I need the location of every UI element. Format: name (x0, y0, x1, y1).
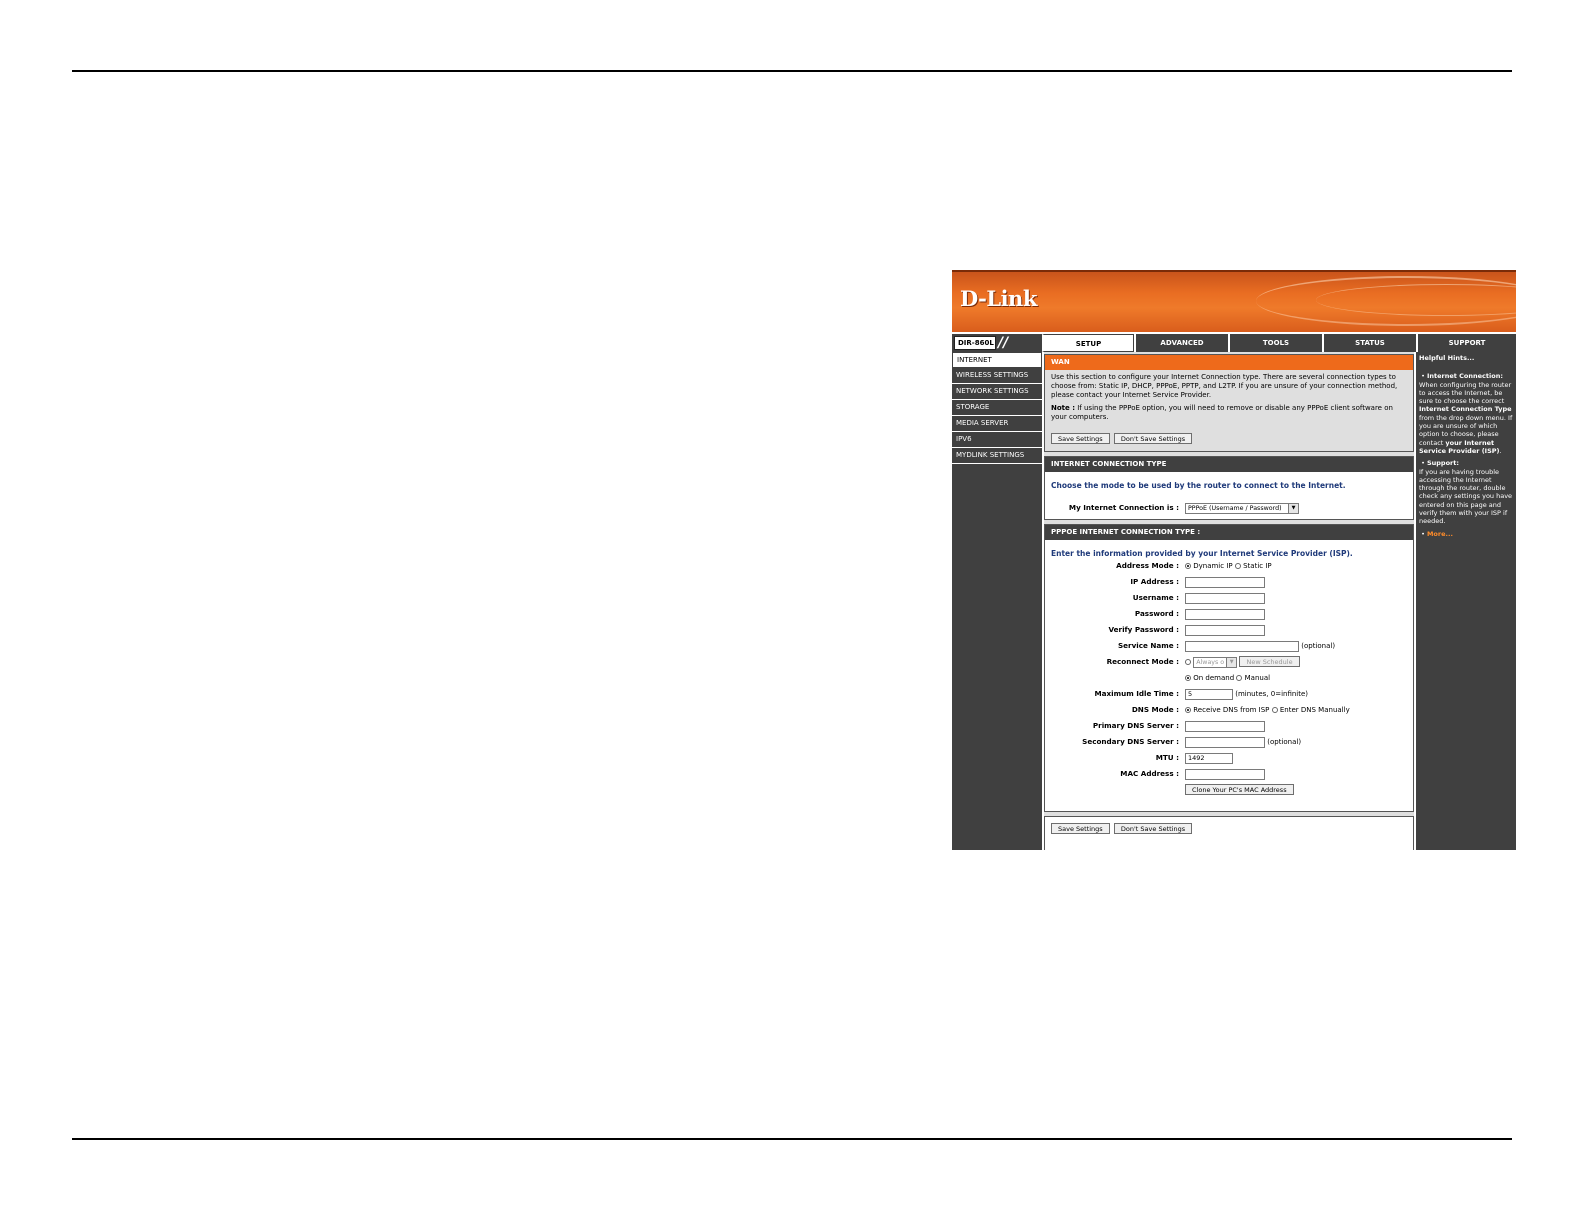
max-idle-time-input[interactable]: 5 (1185, 689, 1233, 700)
pppoe-section: PPPOE INTERNET CONNECTION TYPE : Enter the information provided by your Internet Service Provider (ISP). Address Mode : Dynamic IP Static IP IP Address : Username : Password : Verify Password : Service Name : (optional) Reconnect Mode : Always o ▼ New Schedule On demand Manual Maximum Idle Time : 5 (minutes, 0=infinite) DNS Mode : Receive DNS from ISP Enter DNS Manually Primary DNS Server : Secondary DNS Server : (optional) MTU : 1492 MAC Address : Clone Your PC's MAC Address (1044, 524, 1414, 812)
ict-prompt: Choose the mode to be used by the router to connect to the Internet. (1051, 481, 1346, 490)
tab-status[interactable]: STATUS (1322, 334, 1416, 352)
manual-radio[interactable] (1236, 675, 1242, 681)
more-link[interactable]: More... (1426, 529, 1453, 538)
menu-item-internet[interactable]: INTERNET (952, 352, 1042, 368)
menu-item-media-server[interactable]: MEDIA SERVER (952, 416, 1042, 432)
hint-support-text: If you are having trouble accessing the Internet through the router, double check any settings you have entered on this page and verify them with your ISP if needed. (1419, 467, 1513, 526)
wan-buttons (1051, 433, 1192, 444)
enter-dns-radio[interactable] (1272, 707, 1278, 713)
bottom-dont-save-settings-button[interactable]: Don't Save Settings (1114, 823, 1192, 834)
nav-bar (952, 334, 1516, 352)
dlink-logo: D-Link (960, 286, 1037, 311)
max-idle-time-label: Maximum Idle Time : (1094, 689, 1179, 698)
wan-title: WAN (1045, 355, 1413, 370)
menu-item-storage[interactable]: STORAGE (952, 400, 1042, 416)
chevron-down-icon: ▼ (1288, 504, 1298, 513)
ict-title: INTERNET CONNECTION TYPE (1045, 457, 1413, 472)
verify-password-input[interactable] (1185, 625, 1265, 636)
ip-address-label: IP Address : (1130, 577, 1179, 586)
receive-dns-radio[interactable] (1185, 707, 1191, 713)
ict-label: My Internet Connection is : (1068, 503, 1179, 512)
ip-address-input[interactable] (1185, 577, 1265, 588)
tab-tools[interactable]: TOOLS (1228, 334, 1322, 352)
connection-type-select[interactable]: PPPoE (Username / Password) ▼ (1185, 503, 1299, 514)
tab-support[interactable]: SUPPORT (1416, 334, 1516, 352)
menu-item-network-settings[interactable]: NETWORK SETTINGS (952, 384, 1042, 400)
primary-dns-label: Primary DNS Server : (1092, 721, 1179, 730)
address-mode-label: Address Mode : (1116, 561, 1179, 570)
wan-note: Note : If using the PPPoE option, you will need to remove or disable any PPPoE client software on your computers. (1051, 404, 1393, 421)
save-settings-button[interactable]: Save Settings (1051, 433, 1110, 444)
internet-connection-type-section (1044, 456, 1414, 520)
helpful-hints-panel: Helpful Hints... • Internet Connection: When configuring the router to access the Internet, be sure to choose the correct Internet Connection Type from the drop down menu. If you are unsure of which option to choose, please contact your Internet Service Provider (ISP). • Support: If you are having trouble accessing the Internet through the router, double check any settings you have entered on this page and verify them with your ISP if needed. • More... (1416, 352, 1516, 850)
new-schedule-button[interactable]: New Schedule (1239, 656, 1299, 667)
menu-item-wireless-settings[interactable]: WIRELESS SETTINGS (952, 368, 1042, 384)
mac-address-label: MAC Address : (1120, 769, 1179, 778)
header-banner (952, 270, 1516, 332)
router-screenshot (952, 270, 1516, 850)
reconnect-mode-label: Reconnect Mode : (1106, 657, 1179, 666)
menu-item-ipv6[interactable]: IPV6 (952, 432, 1042, 448)
always-on-radio[interactable] (1185, 659, 1191, 665)
main-content (1044, 352, 1414, 850)
mtu-label: MTU : (1155, 753, 1179, 762)
pppoe-title: PPPOE INTERNET CONNECTION TYPE : (1045, 525, 1413, 540)
clone-mac-button[interactable]: Clone Your PC's MAC Address (1185, 784, 1294, 795)
secondary-dns-label: Secondary DNS Server : (1082, 737, 1179, 746)
primary-dns-input[interactable] (1185, 721, 1265, 732)
menu-item-mydlink-settings[interactable]: MYDLINK SETTINGS (952, 448, 1042, 464)
wan-description: Use this section to configure your Internet Connection type. There are several connection types to choose from: Static IP, DHCP, PPPoE, PPTP, and L2TP. If you are unsure of your connection method, please contact your Internet Service Provider. (1051, 373, 1398, 399)
bottom-save-settings-button[interactable]: Save Settings (1051, 823, 1110, 834)
hints-title: Helpful Hints... (1419, 354, 1475, 362)
verify-password-label: Verify Password : (1108, 625, 1179, 634)
secondary-dns-input[interactable] (1185, 737, 1265, 748)
username-input[interactable] (1185, 593, 1265, 604)
wan-section (1044, 354, 1414, 452)
chevron-down-icon: ▼ (1226, 658, 1236, 667)
hint-internet-connection-text: When configuring the router to access the Internet, be sure to choose the correct Internet Connection Type from the drop down menu. If you are unsure of which option to choose, please contact your Internet Service Provider (ISP). (1419, 380, 1513, 455)
dynamic-ip-radio[interactable] (1185, 563, 1191, 569)
hint-support-title: Support: (1426, 459, 1459, 468)
slash-decoration: // (998, 335, 1009, 351)
on-demand-radio[interactable] (1185, 675, 1191, 681)
pppoe-prompt: Enter the information provided by your Internet Service Provider (ISP). (1051, 549, 1353, 558)
schedule-select[interactable]: Always o ▼ (1193, 657, 1237, 668)
dns-mode-label: DNS Mode : (1131, 705, 1179, 714)
hint-internet-connection-title: Internet Connection: (1426, 372, 1503, 381)
service-name-label: Service Name : (1118, 641, 1179, 650)
tab-advanced[interactable]: ADVANCED (1134, 334, 1228, 352)
password-label: Password : (1134, 609, 1179, 618)
bottom-buttons (1044, 816, 1414, 850)
model-label: DIR-860L (954, 336, 996, 350)
static-ip-radio[interactable] (1235, 563, 1241, 569)
password-input[interactable] (1185, 609, 1265, 620)
bottom-rule (72, 1138, 1512, 1140)
top-rule (72, 70, 1512, 72)
username-label: Username : (1132, 593, 1179, 602)
mtu-input[interactable]: 1492 (1185, 753, 1233, 764)
left-menu (952, 352, 1042, 850)
service-name-input[interactable] (1185, 641, 1299, 652)
tab-setup[interactable]: SETUP (1042, 334, 1134, 352)
dont-save-settings-button[interactable]: Don't Save Settings (1114, 433, 1192, 444)
mac-address-input[interactable] (1185, 769, 1265, 780)
